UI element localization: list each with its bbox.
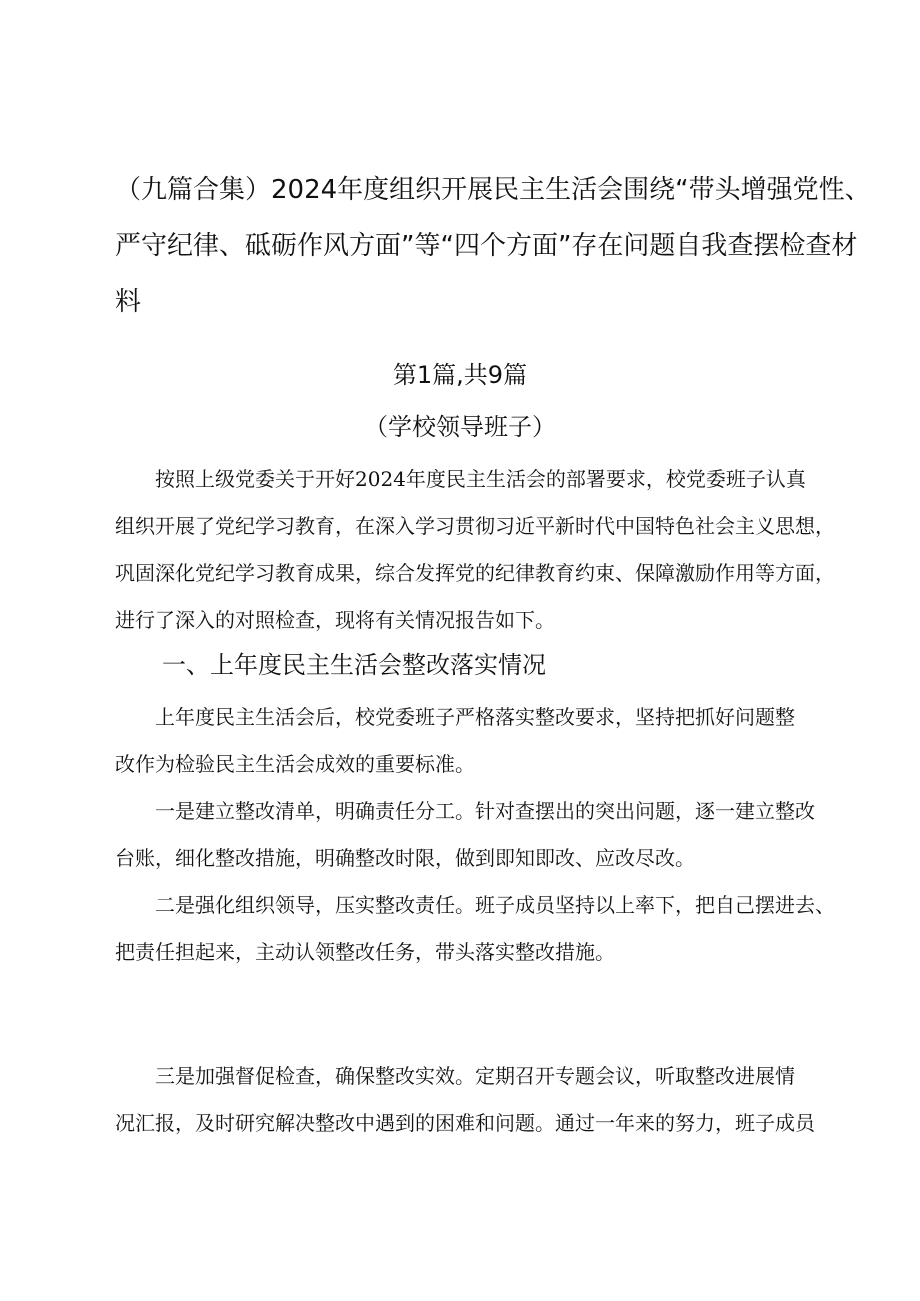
item-1-paragraph xyxy=(115,788,815,882)
part-label: 第1篇,共9篇 xyxy=(392,361,528,389)
section-1-line-1: 上年度民主生活会后，校党委班子严格落实整改要求，坚持把抓好问题整 xyxy=(115,705,795,729)
item-2-line-1: 二是强化组织领导，压实整改责任。班子成员坚持以上率下，把自己摆进去、 xyxy=(115,893,835,917)
item-1-line-1: 一是建立整改清单，明确责任分工。针对查摆出的突出问题，逐一建立整改 xyxy=(115,799,815,823)
section-1-paragraph xyxy=(115,694,815,788)
title-line-1: （九篇合集）2024年度组织开展民主生活会围绕“带头增强党性、 xyxy=(115,175,871,205)
part-subject: （学校领导班子） xyxy=(364,413,556,441)
intro-line-3: 巩固深化党纪学习教育成果，综合发挥党的纪律教育约束、保障激励作用等方面， xyxy=(115,561,835,585)
item-2-paragraph xyxy=(115,882,835,976)
title-line-3: 料 xyxy=(115,287,142,317)
intro-line-4: 进行了深入的对照检查，现将有关情况报告如下。 xyxy=(115,608,555,632)
section-1-line-2: 改作为检验民主生活会成效的重要标准。 xyxy=(115,752,475,776)
section-1-heading: 一、上年度民主生活会整改落实情况 xyxy=(162,651,546,679)
item-3-line-1: 三是加强督促检查，确保整改实效。定期召开专题会议，听取整改进展情 xyxy=(115,1064,795,1088)
intro-paragraph xyxy=(115,456,835,644)
item-3-line-2: 况汇报，及时研究解决整改中遇到的困难和问题。通过一年来的努力，班子成员 xyxy=(115,1111,815,1135)
intro-line-1: 按照上级党委关于开好2024年度民主生活会的部署要求，校党委班子认真 xyxy=(115,467,806,491)
item-1-line-2: 台账，细化整改措施，明确整改时限，做到即知即改、应改尽改。 xyxy=(115,846,695,870)
title-line-2: 严守纪律、砥砺作风方面”等“四个方面”存在问题自我查摆检查材 xyxy=(115,231,858,261)
item-3-paragraph xyxy=(115,1053,815,1147)
item-2-line-2: 把责任担起来，主动认领整改任务，带头落实整改措施。 xyxy=(115,940,615,964)
document-title xyxy=(115,162,871,330)
intro-line-2: 组织开展了党纪学习教育，在深入学习贯彻习近平新时代中国特色社会主义思想， xyxy=(115,514,835,538)
